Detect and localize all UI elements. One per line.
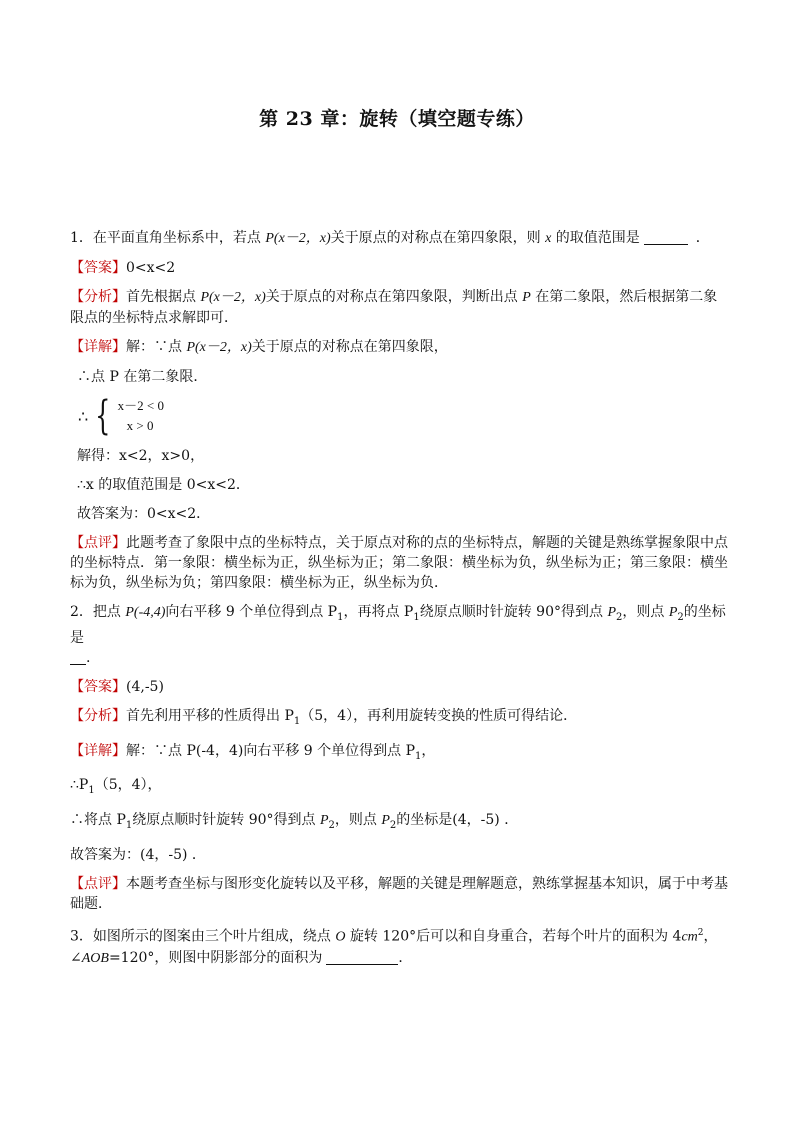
brace-symbol: { xyxy=(95,393,111,439)
q2-step-1: $\therefore P_1(5$，4）， xyxy=(70,777,162,797)
q3-stem: 3．如图所示的图案由三个叶片组成，绕点 O 旋转 120°后可以和自身重合，若每个叶片的面积为 $4cm^2$，∠AOB=120°，则图中阴影部分的面积为 ． xyxy=(70,927,718,966)
inequality-2: x > 0 xyxy=(126,418,154,433)
q2-stem: 2．把点 P(-4,4)向右平移 9 个单位得到点 $P_1$，再将点 $P_1$绕原点顺时针旋转 90°得到点 $P_2$，则点 $P_2$的坐标是 . xyxy=(70,604,726,666)
q1-analysis: 【分析】首先根据点 P(x－2，x)关于原点的对称点在第四象限，判断出点 P 在第二象限，然后根据第二象限点的坐标特点求解即可． xyxy=(70,289,718,326)
answer-blank xyxy=(70,650,86,665)
q2-comment: 【点评】本题考查坐标与图形变化旋转以及平移，解题的关键是理解题意，熟练掌握基本知识，属于中考基础题． xyxy=(70,875,728,912)
q2-step-2: ∴将点 $P_1$绕原点顺时针旋转 90°得到点 $P_2$，则点 $P_2$的坐标是(4，-5) ． xyxy=(70,812,519,831)
question-list xyxy=(70,228,730,978)
inequality-1: x－2 < 0 xyxy=(117,398,164,413)
q1-step-2: 解得：x<2，x>0， xyxy=(77,448,205,464)
page-title: 第 23 章：旋转（填空题专练） xyxy=(259,108,535,130)
answer-blank xyxy=(326,950,398,965)
q1-detail: 【详解】解：∵点 P(x－2，x)关于原点的对称点在第四象限， xyxy=(70,339,448,355)
q1-step-1: ∴点 P 在第二象限． xyxy=(77,369,208,385)
q2-detail: 【详解】解：∵点 P(-4，4)向右平移 9 个单位得到点 $P_1$， xyxy=(70,742,436,762)
q2-step-3: 故答案为：(4，-5) ． xyxy=(70,846,206,863)
q1-step-3: ∴x 的取值范围是 0<x<2． xyxy=(77,477,250,493)
q1-answer: 【答案】0<x<2 xyxy=(70,260,176,276)
q2-answer: 【答案】(4,-5) xyxy=(70,678,164,695)
q2-analysis: 【分析】首先利用平移的性质得出 $P_1(5$，4），再利用旋转变换的性质可得结论． xyxy=(70,707,578,727)
q1-step-4: 故答案为：0<x<2． xyxy=(77,506,211,522)
q1-inequality-system: ∴ { x－2 < 0 x > 0 xyxy=(78,393,164,439)
q1-comment: 【点评】此题考查了象限中点的坐标特点，关于原点对称的点的坐标特点，解题的关键是熟练掌握象限中点的坐标特点．第一象限：横坐标为正，纵坐标为正；第二象限：横坐标为负，纵坐标为正；第三象限：横坐标为负，纵坐标为负；第四象限：横坐标为正，纵坐标为负． xyxy=(70,535,728,591)
q1-stem: 1．在平面直角坐标系中，若点 P(x－2，x)关于原点的对称点在第四象限，则 x 的取值范围是 ． xyxy=(70,230,710,246)
answer-blank xyxy=(644,230,688,245)
